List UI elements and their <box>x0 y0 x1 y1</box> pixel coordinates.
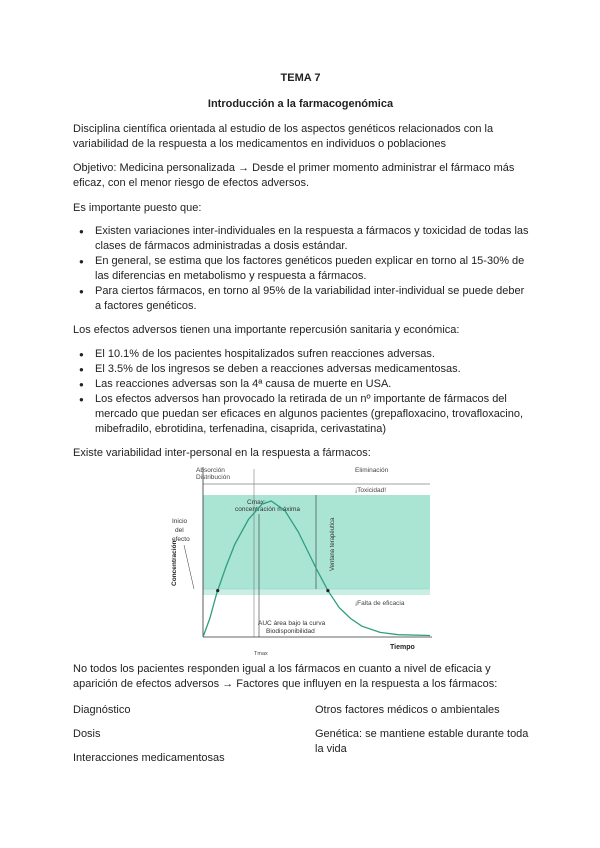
ventana-label: Ventana terapéutica <box>330 517 336 571</box>
inicio-label-3: efecto <box>172 536 190 543</box>
factor-interacciones: Interacciones medicamentosas <box>73 752 225 764</box>
pharmacokinetic-chart <box>162 461 438 659</box>
x-axis-label: Tiempo <box>390 644 415 651</box>
factor-diagnostico: Diagnóstico <box>73 704 131 716</box>
y-axis-label: Concentración <box>171 540 178 586</box>
cmax-label: Cmax: <box>247 499 266 506</box>
factores-lead: No todos los pacientes responden igual a los fármacos en cuanto a nivel de eficacia y aparición de efectos adversos → Factores que influyen en la respuesta a los fármacos: <box>73 663 498 690</box>
list-item: ● El 3.5% de los ingresos se deben a reacciones adversas medicamentosas. <box>73 362 533 377</box>
cmax-sub-label: concentración máxima <box>235 506 301 513</box>
adversos-lead: Los efectos adversos tienen una importante repercusión sanitaria y económica: <box>73 324 460 336</box>
biodisponibilidad-label: Biodisponibilidad <box>266 628 315 635</box>
list-item: ● El 10.1% de los pacientes hospitalizados sufren reacciones adversas. <box>73 347 533 362</box>
tema-heading: TEMA 7 <box>280 72 321 84</box>
importante-list <box>73 224 533 314</box>
intro-paragraph: Disciplina científica orientada al estudio de los aspectos genéticos relacionados con la variabilidad de la respuesta a los medicamentos en individuos o poblaciones <box>73 123 494 150</box>
importante-lead: Es importante puesto que: <box>73 202 202 214</box>
factor-genetica: Genética: se mantiene estable durante toda la vida <box>315 728 529 755</box>
falta-eficacia-label: ¡Falta de eficacia <box>355 600 405 607</box>
list-item: ● Los efectos adversos han provocado la retirada de un nº importante de fármacos del mercado que puedan ser eficaces en algunos pacientes (grepafloxacino, trovafloxacino, mibefradilo, ebrotidina, terfenadina, cisaprida, cerivastatina) <box>73 392 533 437</box>
toxicidad-label: ¡Toxicidad! <box>355 487 387 494</box>
objetivo-paragraph: Objetivo: Medicina personalizada → Desde el primer momento administrar el fármaco más eficaz, con el menor riesgo de efectos adversos. <box>73 162 515 189</box>
list-item: ● Existen variaciones inter-individuales en la respuesta a fármacos y toxicidad de todas las clases de fármacos administradas a dosis estándar. <box>73 224 533 254</box>
list-item: ● Las reacciones adversas son la 4ª causa de muerte en USA. <box>73 377 533 392</box>
auc-label: AUC área bajo la curva <box>258 620 326 627</box>
inicio-label-1: Inicio <box>172 518 188 525</box>
eliminacion-label: Eliminación <box>355 467 389 474</box>
tmax-label: Tmax <box>254 651 268 657</box>
variabilidad-text: Existe variabilidad inter-personal en la respuesta a fármacos: <box>73 447 371 459</box>
factor-otros: Otros factores médicos o ambientales <box>315 704 500 716</box>
list-item: ● En general, se estima que los factores genéticos pueden explicar en torno al 15-30% de las diferencias en metabolismo y respuesta a fármacos. <box>73 254 533 284</box>
page-title: Introducción a la farmacogenómica <box>207 98 394 110</box>
adversos-list <box>73 347 533 437</box>
inicio-pointer <box>184 545 194 589</box>
absorcion-label: Absorción <box>196 467 225 474</box>
distribucion-label: Distribución <box>196 474 230 481</box>
efficacy-end-marker <box>326 589 329 592</box>
list-item: ● Para ciertos fármacos, en torno al 95% de la variabilidad inter-individual se puede deber a factores genéticos. <box>73 284 533 314</box>
factor-dosis: Dosis <box>73 728 101 740</box>
efficacy-onset-marker <box>216 589 219 592</box>
inicio-label-2: del <box>175 527 184 534</box>
